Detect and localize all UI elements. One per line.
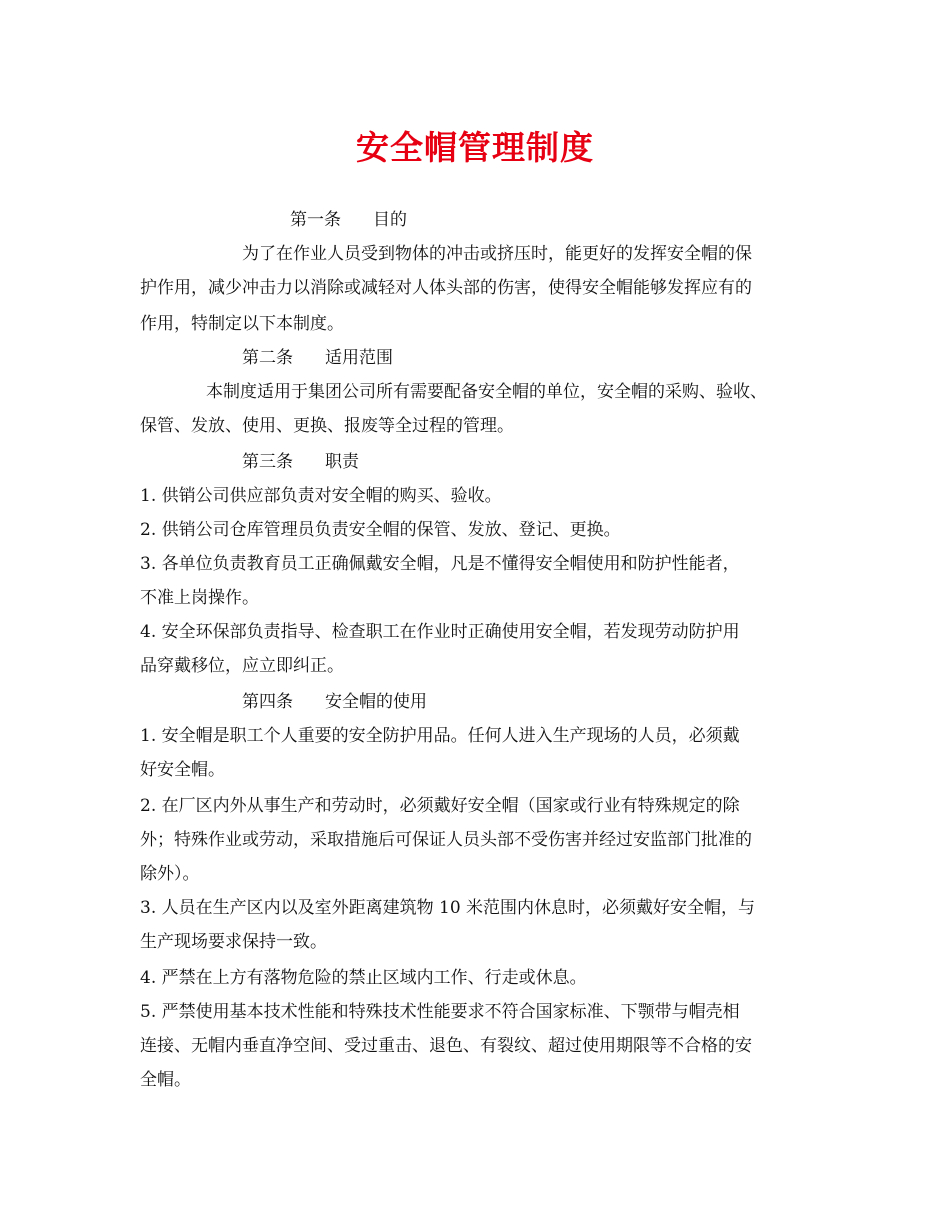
article-3-heading bbox=[242, 450, 359, 474]
article-4-line-2: 好安全帽。 bbox=[140, 760, 225, 780]
article-4-line-5: 除外）。 bbox=[140, 864, 200, 884]
article-3-title: 职责 bbox=[325, 452, 359, 472]
article-4-heading bbox=[242, 690, 427, 714]
article-3-line-4: 不准上岗操作。 bbox=[140, 588, 259, 608]
article-1-line-1: 为了在作业人员受到物体的冲击或挤压时，能更好的发挥安全帽的保 bbox=[242, 244, 752, 264]
article-3-line-3: 3. 各单位负责教育员工正确佩戴安全帽，凡是不懂得安全帽使用和防护性能者， bbox=[140, 554, 740, 574]
article-1-line-3: 作用，特制定以下本制度。 bbox=[140, 314, 344, 334]
article-3-line-2: 2. 供销公司仓库管理员负责安全帽的保管、发放、登记、更换。 bbox=[140, 520, 621, 540]
article-3-line-6: 品穿戴移位，应立即纠正。 bbox=[140, 656, 344, 676]
article-2-heading bbox=[242, 346, 393, 370]
article-2-number: 第二条 bbox=[242, 348, 293, 368]
article-4-line-4: 外；特殊作业或劳动，采取措施后可保证人员头部不受伤害并经过安监部门批准的 bbox=[140, 830, 752, 850]
article-4-line-11: 全帽。 bbox=[140, 1070, 191, 1090]
article-4-line-6: 3. 人员在生产区内以及室外距离建筑物 10 米范围内休息时，必须戴好安全帽，与 bbox=[140, 898, 756, 918]
document-title: 安全帽管理制度 bbox=[356, 128, 594, 167]
article-4-line-9: 5. 严禁使用基本技术性能和特殊技术性能要求不符合国家标准、下颚带与帽壳相 bbox=[140, 1002, 740, 1022]
article-4-line-3: 2. 在厂区内外从事生产和劳动时，必须戴好安全帽（国家或行业有特殊规定的除 bbox=[140, 796, 740, 816]
article-1-heading bbox=[290, 208, 407, 232]
article-4-line-1: 1. 安全帽是职工个人重要的安全防护用品。任何人进入生产现场的人员，必须戴 bbox=[140, 726, 740, 746]
article-4-line-7: 生产现场要求保持一致。 bbox=[140, 932, 327, 952]
article-4-line-10: 连接、无帽内垂直净空间、受过重击、退色、有裂纹、超过使用期限等不合格的安 bbox=[140, 1036, 752, 1056]
article-3-line-5: 4. 安全环保部负责指导、检查职工在作业时正确使用安全帽，若发现劳动防护用 bbox=[140, 622, 740, 642]
article-3-line-1: 1. 供销公司供应部负责对安全帽的购买、验收。 bbox=[140, 486, 502, 506]
article-4-number: 第四条 bbox=[242, 692, 293, 712]
article-4-line-8: 4. 严禁在上方有落物危险的禁止区域内工作、行走或休息。 bbox=[140, 968, 587, 988]
article-2-title: 适用范围 bbox=[325, 348, 393, 368]
article-1-number: 第一条 bbox=[290, 210, 341, 230]
article-1-line-2: 护作用，减少冲击力以消除或减轻对人体头部的伤害，使得安全帽能够发挥应有的 bbox=[140, 278, 752, 298]
article-2-line-1: 本制度适用于集团公司所有需要配备安全帽的单位，安全帽的采购、验收、 bbox=[206, 382, 767, 402]
article-2-line-2: 保管、发放、使用、更换、报废等全过程的管理。 bbox=[140, 416, 514, 436]
article-3-number: 第三条 bbox=[242, 452, 293, 472]
article-1-title: 目的 bbox=[373, 210, 407, 230]
article-4-title: 安全帽的使用 bbox=[325, 692, 427, 712]
